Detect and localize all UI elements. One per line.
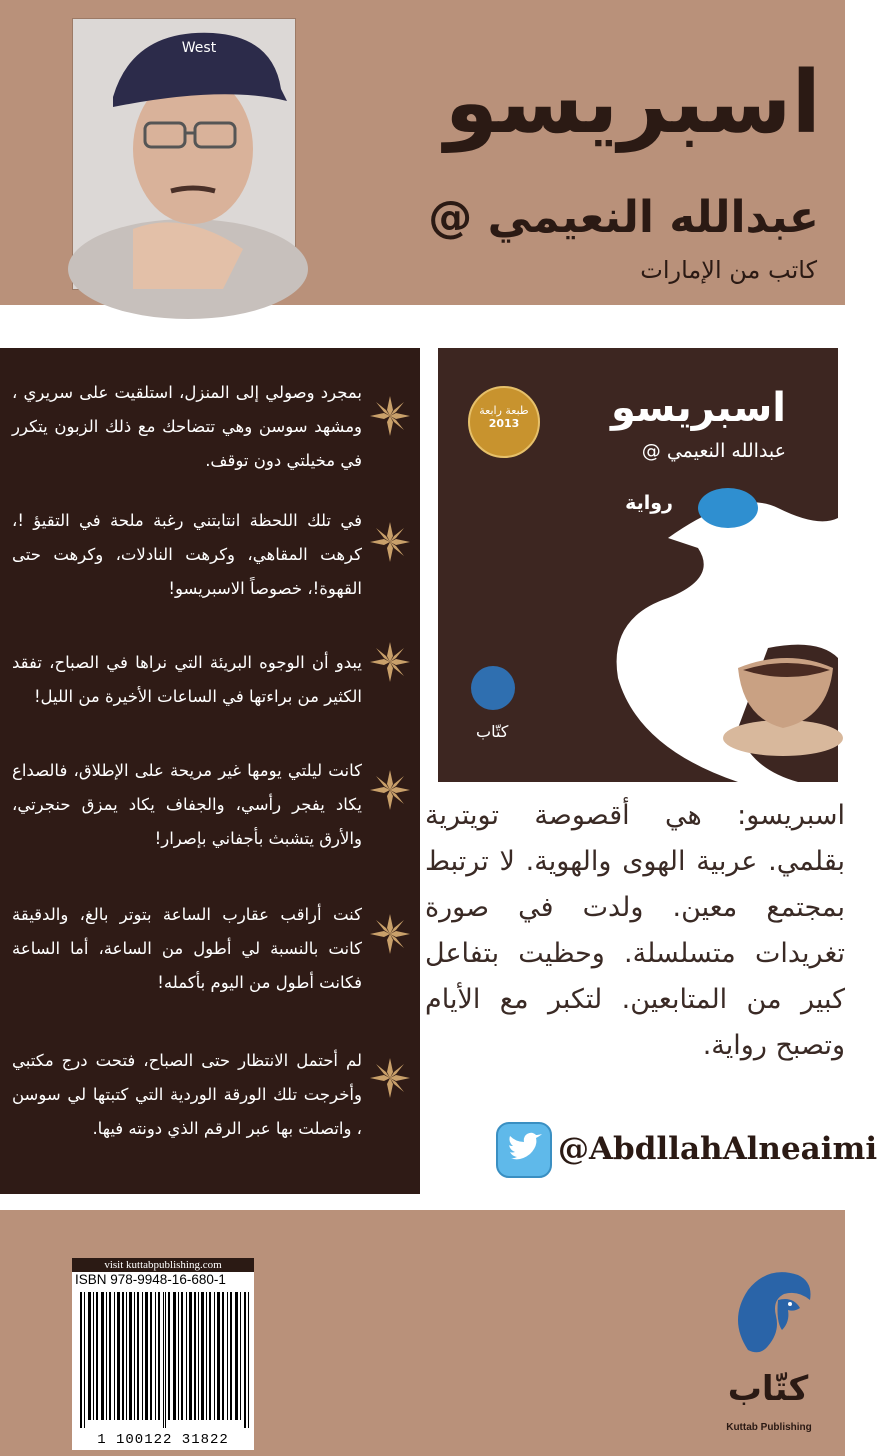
- star-bullet-icon: [370, 914, 410, 954]
- barcode-bars: [80, 1292, 250, 1428]
- barcode-digits: 1 100122 31822: [97, 1432, 229, 1448]
- star-bullet-icon: [370, 396, 410, 436]
- excerpt-paragraph: بمجرد وصولي إلى المنزل، استلقيت على سريري ، ومشهد سوسن وهي تتضاحك مع ذلك الزبون يتكرر في مخيلتي دون توقف.: [12, 383, 362, 470]
- publisher-name-ar: كتّاب: [727, 1369, 809, 1409]
- excerpt-paragraph: في تلك اللحظة انتابتني رغبة ملحة في التقيؤ !، كرهت المقاهي، وكرهت النادلات، وكرهت حتى القهوة!، خصوصاً الاسبريسو!: [12, 511, 362, 598]
- book-title: اسبريسو: [444, 53, 821, 153]
- author-photo: [72, 18, 296, 290]
- star-bullet-icon: [370, 1058, 410, 1098]
- cover-genre: رواية: [625, 492, 673, 514]
- twitter-row[interactable]: [496, 1120, 877, 1180]
- book-blurb: اسبريسو: هي أقصوصة تويترية بقلمي. عربية الهوى والهوية. لا ترتبط بمجتمع معين. ولدت في صورة تغريدات متسلسلة. وحظيت بتفاعل كبير من المتابعين. لتكبر مع الأيام وتصبح رواية.: [425, 800, 845, 1061]
- excerpt-panel: [0, 348, 420, 1194]
- excerpt-paragraph: كانت ليلتي يومها غير مريحة على الإطلاق، فالصداع يكاد يفجر رأسي، والجفاف يكاد يمزق حنجرتي، والأرق يتشبث بأجفاني بإصرار!: [12, 761, 362, 848]
- author-description: كاتب من الإمارات: [640, 256, 817, 284]
- author-name: عبدالله النعيمي @: [428, 192, 819, 243]
- star-bullet-icon: [370, 522, 410, 562]
- star-bullet-icon: [370, 770, 410, 810]
- edition-badge: [468, 386, 540, 458]
- front-cover-thumbnail: [438, 348, 838, 782]
- excerpt-paragraph: لم أحتمل الانتظار حتى الصباح، فتحت درج مكتبي وأخرجت تلك الورقة الوردية التي كتبتها لي سوسن ، واتصلت بها عبر الرقم الذي دونته فيها.: [12, 1051, 362, 1138]
- edition-badge-line: طبعة رابعة: [479, 404, 529, 417]
- kuttab-horse-logo-icon: [718, 1260, 818, 1420]
- cap-text: West: [181, 40, 217, 56]
- twitter-bird-icon: [496, 1122, 552, 1178]
- excerpt-paragraph: يبدو أن الوجوه البريئة التي نراها في الصباح، تفقد الكثير من براءتها في الساعات الأخيرة من الليل!: [12, 653, 362, 706]
- star-bullet-icon: [370, 642, 410, 682]
- isbn-barcode: [72, 1258, 254, 1450]
- cover-twitter-bird-icon: [698, 488, 758, 528]
- cover-title: اسبريسو: [610, 385, 786, 431]
- twitter-handle[interactable]: @AbdllahAlneaimi: [558, 1131, 877, 1167]
- cover-publisher-mark: كتّاب: [476, 722, 509, 741]
- publisher-url: visit kuttabpublishing.com: [72, 1258, 254, 1272]
- edition-badge-year: 2013: [488, 417, 520, 430]
- isbn-text: ISBN 978-9948-16-680-1: [75, 1272, 226, 1287]
- excerpt-paragraph: كنت أراقب عقارب الساعة بتوتر بالغ، والدقيقة كانت بالنسبة لي أطول من الساعة، أما الساعة فكانت أطول من اليوم بأكمله!: [12, 905, 362, 992]
- cover-author: عبدالله النعيمي @: [641, 440, 786, 462]
- publisher-name-en: Kuttab Publishing: [726, 1422, 812, 1433]
